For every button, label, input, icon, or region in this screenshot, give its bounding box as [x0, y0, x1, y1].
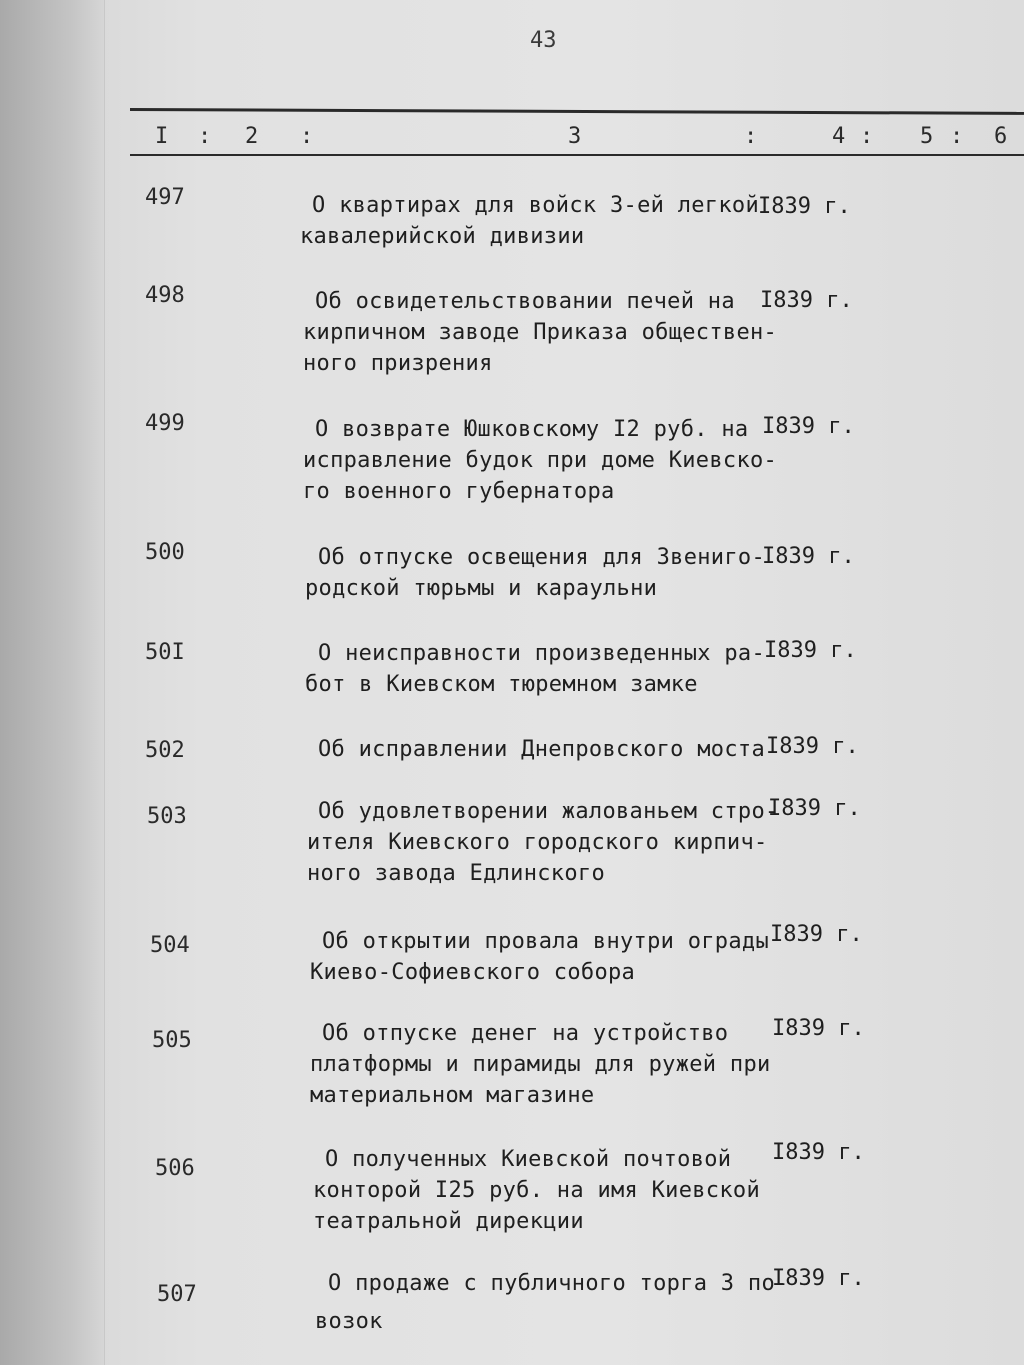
entry-year: I839 г. [758, 194, 851, 219]
entry-line: Об отпуске освещения для Звениго- [318, 545, 765, 570]
entry-year: I839 г. [760, 288, 853, 313]
entry-number: 497 [145, 185, 185, 210]
entry-year: I839 г. [772, 1266, 865, 1291]
entry-year: I839 г. [772, 1140, 865, 1165]
entry-line: конторой I25 руб. на имя Киевской [313, 1178, 760, 1203]
header-col-5: 5 [920, 124, 934, 149]
entry-number: 499 [145, 411, 185, 436]
entry-number: 502 [145, 738, 185, 763]
entry-line: ного призрения [303, 351, 493, 376]
entry-number: 504 [150, 933, 190, 958]
header-col-1: I [155, 124, 169, 149]
header-col-3: 3 [568, 124, 582, 149]
entry-number: 507 [157, 1282, 197, 1307]
entry-line: платформы и пирамиды для ружей при [310, 1052, 771, 1077]
entry-line: Об исправлении Днепровского моста [318, 737, 765, 762]
entry-line: Об открытии провала внутри ограды [322, 929, 769, 954]
entry-line: возок [315, 1309, 383, 1334]
entry-line: Киево-Софиевского собора [310, 960, 636, 985]
page-left-edge [0, 0, 105, 1365]
entry-line: го военного губернатора [303, 479, 615, 504]
entry-line: бот в Киевском тюремном замке [305, 672, 698, 697]
header-sep: : [860, 124, 874, 149]
entry-line: О возврате Юшковскому I2 руб. на [315, 417, 749, 442]
entry-number: 498 [145, 283, 185, 308]
entry-line: исправление будок при доме Киевско- [303, 448, 778, 473]
entry-line: Об освидетельствовании печей на [315, 289, 735, 314]
entry-line: О полученных Киевской почтовой [325, 1147, 732, 1172]
entry-line: О неисправности произведенных ра- [318, 641, 765, 666]
entry-line: кавалерийской дивизии [300, 224, 585, 249]
entry-line: ителя Киевского городского кирпич- [307, 830, 768, 855]
entry-line: театральной дирекции [313, 1209, 584, 1234]
entry-year: I839 г. [766, 734, 859, 759]
entry-line: Об удовлетворении жалованьем стро- [318, 799, 779, 824]
entry-number: 503 [147, 804, 187, 829]
entry-line: ного завода Едлинского [307, 861, 605, 886]
entry-year: I839 г. [770, 922, 863, 947]
header-col-6: 6 [994, 124, 1008, 149]
header-bottom-rule [130, 154, 1024, 156]
page-number: 43 [530, 28, 557, 53]
entry-line: материальном магазине [310, 1083, 595, 1108]
entry-year: I839 г. [762, 414, 855, 439]
header-col-4: 4 [832, 124, 846, 149]
entry-number: 505 [152, 1028, 192, 1053]
header-sep: : [950, 124, 964, 149]
entry-line: родской тюрьмы и караульни [305, 576, 658, 601]
header-sep: : [300, 124, 314, 149]
entry-line: кирпичном заводе Приказа обществен- [303, 320, 778, 345]
entry-number: 50I [145, 640, 185, 665]
header-top-rule [130, 108, 1024, 115]
header-sep: : [198, 124, 212, 149]
entry-year: I839 г. [764, 638, 857, 663]
entry-line: Об отпуске денег на устройство [322, 1021, 729, 1046]
entry-year: I839 г. [762, 544, 855, 569]
entry-year: I839 г. [768, 796, 861, 821]
header-col-2: 2 [245, 124, 259, 149]
entry-line: О квартирах для войск 3-ей легкой [312, 193, 759, 218]
entry-year: I839 г. [772, 1016, 865, 1041]
entry-number: 500 [145, 540, 185, 565]
entry-line: О продаже с публичного торга 3 по- [328, 1271, 789, 1296]
header-sep: : [744, 124, 758, 149]
entry-number: 506 [155, 1156, 195, 1181]
